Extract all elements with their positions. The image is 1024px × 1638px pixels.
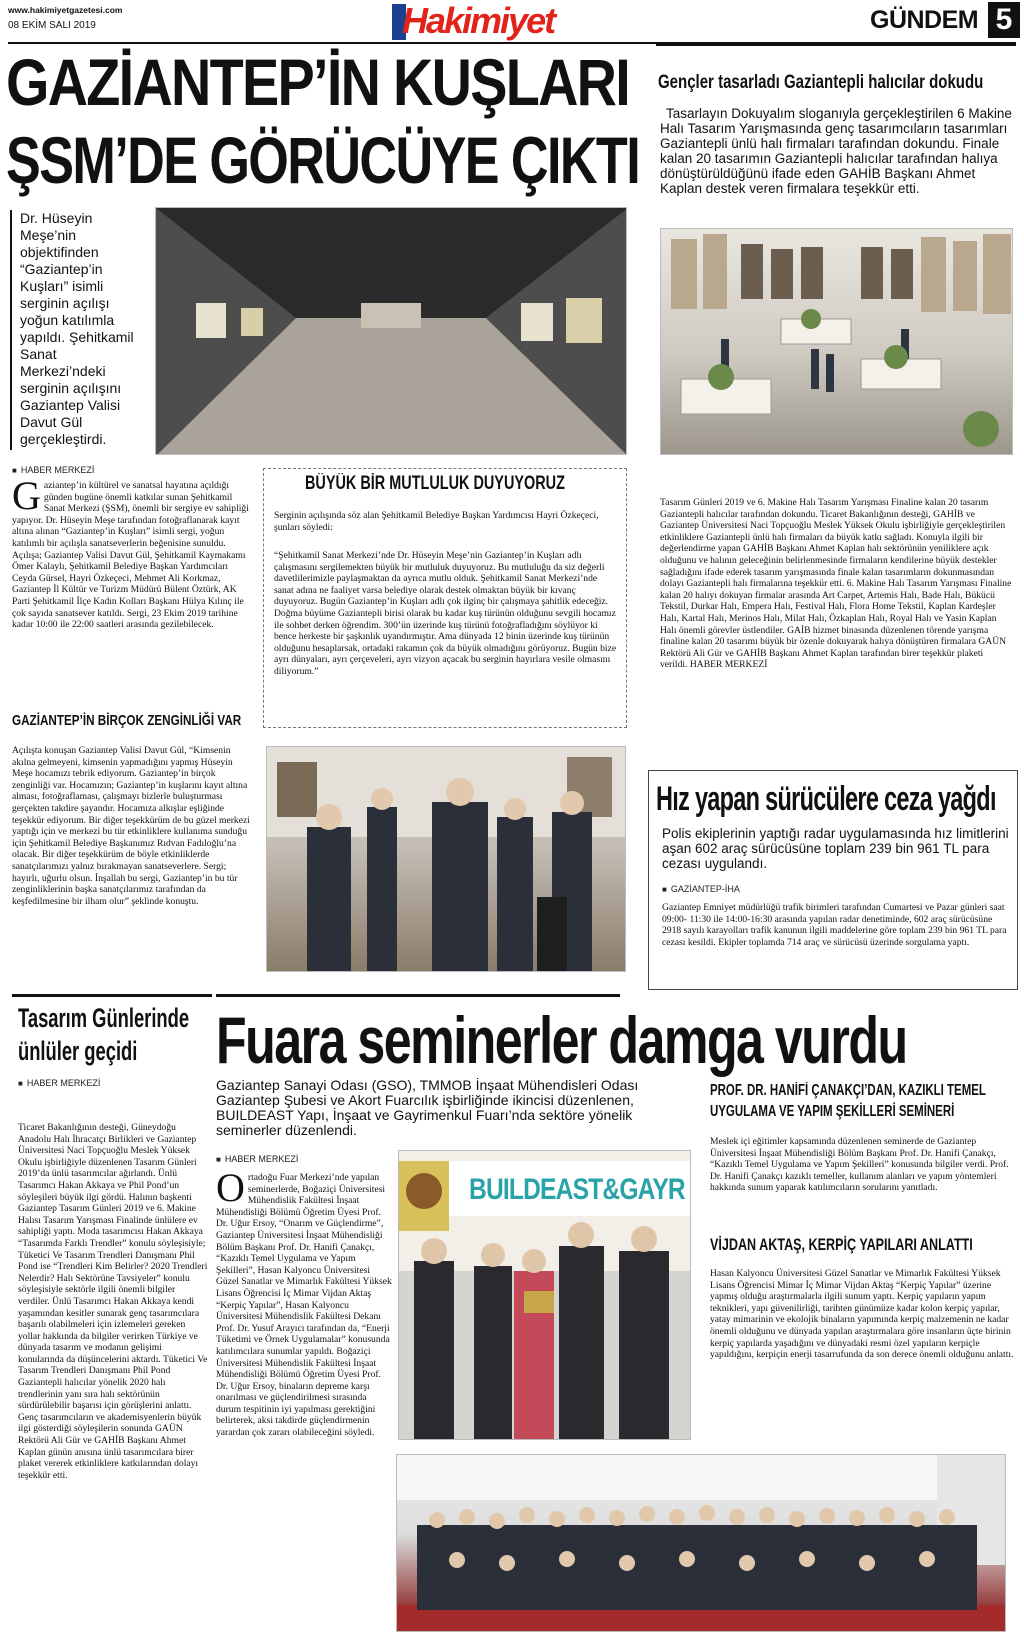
carpet-exhibition-photo bbox=[660, 228, 1013, 455]
issue-date: 08 EKİM SALI 2019 bbox=[8, 20, 96, 31]
carpet-top-rule bbox=[656, 44, 1016, 46]
design-headline-line1: Tasarım Günlerinde bbox=[18, 1003, 190, 1033]
main-body-1 bbox=[12, 480, 250, 702]
fair-headline: Fuara seminerler damga vurdu bbox=[216, 1003, 907, 1077]
speed-headline: Hız yapan sürücülere ceza yağdı bbox=[656, 780, 996, 818]
quote-box-quote: “Şehitkamil Sanat Merkezi’nde Dr. Hüseyin Meşe’nin Gaziantep’in Kuşları adlı çalışmasını sergilemekten büyük bir mutluluk duyuyoruz. Bu mutluluğu da siz değerli davetlilerimizle paylaşmaktan da ayrıca mutlu olduk. Şehitkamil Sanat Merkezi’nde sanat adına ne faaliyet varsa belediye olarak destek olmaktan büyük bir kıvanç duyuyoruz. Bugün Gaziantep’in Kuşları adlı çok ilginç bir çalışmaya şahitlik edeceğiz. Doğma büyüme Gaziantepli birisi olarak bu kadar kuş türünün olduğunu sevgili hocamız ile sohbet derken öğrendim. 300’ün üzerinde kuş türünü fotoğrafladığını söylüyor ki bence herkeste bir şaşkınlık uyandırmıştır. Ama dünyada 12 binin üzerinde kuş türünün olduğunu hesaplarsak, ortadaki rakamın çok da büyük olmadığını görüyoruz. Bugün bize ayrı dünyaları, ayrı çerçeveleri, ayrı vizyon açacak bu serginin hayırlara vesile olmasını diliyorum.” bbox=[274, 550, 617, 677]
fair-byline: ■ HABER MERKEZİ bbox=[216, 1154, 298, 1164]
fair-subhead-2: VİJDAN AKTAŞ, KERPİÇ YAPILARI ANLATTI bbox=[710, 1235, 973, 1254]
carpet-lead: Tasarlayın Dokuyalım sloganıyla gerçekleştirilen 6 Makine Halı Tasarım Yarışmasında genç tasarımcıların tasarımları Gaziantepli ünlü halı firmaları tarafından dokundu. Finale kalan 20 tasarımın Gaziantepli halıcılar tarafından halıya dönüştürüldüğünü ifade eden GAHİB Başkanı Ahmet Kaplan destek veren firmalara teşekkür etti. bbox=[660, 106, 1012, 196]
buildeast-award-photo bbox=[398, 1150, 691, 1440]
main-headline-line1: GAZİANTEP’İN KUŞLARI bbox=[6, 45, 630, 119]
design-body: Ticaret Bakanlığının desteği, Güneydoğu Anadolu Halı İhracatçı Birlikleri ve Gaziantep Üniversitesi Naci Topçuoğlu Meslek Yüksek Okulu işbirliğiyle düzenlenen Tasarım Günleri 2019’da ünlü tasarımcılar ağırlandı. Ünlü Tasarımcı Hakan Akkaya ve Phil Pond’un söyleşileri büyük ilgi gördü. Halının başkenti Gaziantep Tasarım Günleri 2019 ve 6. Makine Halısı Tasarım Yarışması Finalinde ünlülere ev sahipliği yaptı. Moda tasarımcısı Hakan Akkaya “Tasarımda Farklı Trendler” konulu söyleşisiyle; Tüketici Ve Tasarım Trendleri Danışmanı Phil Pond ise “Trendleri Kim Belirler? 2020 Trendleri Nelerdir? Halı Sektörüne Tavsiyeler” konulu söyleşisiyle sektörle ilgili önemli bilgiler verdiler. Ünlü Tasarımcı Hakan Akkaya kendi yaşamından kesitler sunarak genç tasarımcılara başarılı olabilmeleri için izlemeleri gereken yollar hakkında da bilgiler verirken Türkiye ve dünyada tasarım ve modanın gelişimi konularında da düşüncelerini aktardı. Tüketici Ve Tasarım Trendleri Danışmanı Phil Pond Gaziantepli halıcılar yönelik 2020 halı trendlerinin yanı sıra halı sektörünün sürdürülebilir başarısı için görüşlerini anlattı. Genç tasarımcıların ve akademisyenlerin büyük ilgi gösterdiği söyleşilerin sonunda GAÜN Rektörü Ali Gür ve GAHİB Başkanı Ahmet Kaplan günün anısına ünlü tasarımcılara birer plaket vererek etkinliklere katkılarından dolayı teşekkür etti. bbox=[18, 1122, 208, 1481]
dropcap: G bbox=[12, 480, 41, 518]
design-top-rule bbox=[12, 994, 212, 997]
fair-subhead-1: PROF. DR. HANİFİ ÇANAKÇI’DAN, KAZIKLI TEMEL UYGULAMA VE YAPIM ŞEKİLLERİ SEMİNERİ bbox=[710, 1082, 986, 1120]
fair-body-text: rtadoğu Fuar Merkezi’nde yapılan seminerlerde, Boğaziçi Üniversitesi Mühendislik Fakültesi İnşaat Mühendisliği Bölümü Öğretim Üyesi Prof. Dr. Uğur Ersoy, “Onarım ve Güçlendirme”, Gaziantep Üniversitesi İnşaat Mühendisliği Bölüm Başkanı Prof. Dr. Hanifi Çanakçı, “Kazıklı Temel Uygulama ve Yapım Şekilleri”, Hasan Kalyoncu Üniversitesi Güzel Sanatlar ve Mimarlık Fakültesi Yüksek Lisans Öğrencisi İç Mimar Vijdan Aktaş “Kerpiç Yapılar”, Hasan Kalyoncu Üniversitesi Mühendislik Fakültesi Dekanı Prof. Dr. Yusuf Arayıcı tarafından da, “Enerji Tüketimi ve Örnek Uygulamalar” konusunda katılımcılara sunumlar yapıldı. Boğaziçi Üniversitesi Mühendislik Fakültesi İnşaat Mühendisliği Bölümü Öğretim Üyesi Prof. Dr. Uğur Ersoy, binaların depreme karşı onarılması ve güçlendirilmesi sırasında durum tespitinin iyi yapılması gerektiğini belirterek, aksi takdirde güçlendirmenin yarardan çok zararı olabileceğini söyledi. bbox=[216, 1172, 392, 1439]
main-headline-line2: ŞSM’DE GÖRÜCÜYE ÇIKTI bbox=[6, 123, 640, 197]
opening-ceremony-photo bbox=[266, 746, 626, 972]
main-subhead-1: GAZİANTEP’İN BİRÇOK ZENGİNLİĞİ VAR bbox=[12, 712, 242, 729]
design-headline-line2: ünlüler geçidi bbox=[18, 1036, 138, 1066]
speed-lead: Polis ekiplerinin yaptığı radar uygulamasında hız limitlerini aşan 602 araç sürücüsüne toplam 239 bin 961 TL para cezası uygulandı. bbox=[662, 826, 1009, 871]
section-label: GÜNDEM bbox=[870, 6, 979, 34]
quote-box-intro: Serginin açılışında söz alan Şehitkamil Belediye Başkan Yardımcısı Hayri Özkeçeci, şunları söyledi: bbox=[274, 510, 599, 533]
main-body-2: Açılışta konuşan Gaziantep Valisi Davut Gül, “Kimsenin akılna gelmeyeni, kimsenin yapmadığını yapmış Hüseyin Meşe hocamızı tebrik ediyorum. Gaziantep’in birçok zenginliği var. Hocamızın; Gaziantep’in kuşlarını kayıt altına alması, fotoğraflaması, çalışmayı bizlerle buluşturması gerçekten takdire şayandır. Hocamıza alkışlar eşliğinde teşekkür ediyorum. Bir diğer teşekkürüm de bu güzel merkezi yaptığı için ve merkezi bu tür etkinliklere kullanıma sunduğu için Şehitkamil Belediye Başkanımız Rıdvan Fadıloğlu’na olacak. Bir diğer teşekkürüm de böyle etkinliklerde sanatçılarımızı yalnız bırakmayan sanatseverlere. Sergi; hayırlı, uğurlu olsun. İnşallah bu sergi, Gaziantep’in bu tür zenginliklerinin başka sanatçılarımız tarafından da keşfedilmesine bir ilham olur” şeklinde konuştu. bbox=[12, 745, 250, 907]
quote-box-title: BÜYÜK BİR MUTLULUK DUYUYORUZ bbox=[305, 473, 565, 494]
design-byline: ■ HABER MERKEZİ bbox=[18, 1078, 100, 1088]
gallery-photo bbox=[155, 207, 627, 455]
carpet-headline: Gençler tasarladı Gaziantepli halıcılar dokudu bbox=[658, 72, 984, 93]
carpet-body: Tasarım Günleri 2019 ve 6. Makine Halı Tasarım Yarışması Finaline kalan 20 tasarım Gaziantepli halıcılar tarafından dokundu. Ticaret Bakanlığının desteği, GAHİB ve Gaziantep Üniversitesi Naci Topçuoğlu Meslek Yüksek Okulu işbirliğiyle gerçekleştirilen etkinliklere Gaziantepli ünlü halı firmaları da büyük katkı sağladı. Konuyla ilgili bir değerlendirme yapan GAHİB Başkanı Ahmet Kaplan halı sektörünün yeniliklere açık olduğunu ve halının geleceğinin belirlenmesinde firmaların kendilerine büyük destekler sağladığını ifade ederek tasarım yarışmasında finale kalan tasarımların dokunmasından dolayı Gaziantepli halı firmalarına teşekkür etti. 6. Makine Halı Tasarım Yarışması Finaline kalan 20 halıyı dokuyan firmalar arasında Art Carpet, Artemis Halı, Bade Halı, Bükücü Tekstil, Durkar Halı, Empera Halı, Festival Halı, Flora Home Tekstil, Kaplan Kardeşler Halı, Kartal Halı, Merinos Halı, Milat Halı, Özkaplan Halı, Royal Halı ve Yasin Kaplan Halı önemli görevler üstlendiler. GAİB hizmet binasında düzenlenen törende yarışma finaline kalan 20 tasarımı büyük bir özenle dokuyarak halıya dönüştüren firmalara GAÜN Rektörü Ali Gür ve GAHİB Başkanı Ahmet Kaplan tarafından birer teşekkür plaketi verildi. HABER MERKEZİ bbox=[660, 497, 1012, 671]
buildeast-banner-text: BUILDEAST&GAYR bbox=[469, 1173, 685, 1206]
speed-body: Gaziantep Emniyet müdürlüğü trafik birimleri tarafından Cumartesi ve Pazar günleri saat 09:00- 11:30 ile 14:00-16:30 arasında yapılan radar denetiminde, 602 araç sürücüsüne 2918 sayılı karayolları trafik kanunun ilgili maddelerine göre toplam 239 bin 961 TL para cezası kesildi. Ekipler toplamda 714 araç ve sürücüsü üzerinde sorgulama yaptı. bbox=[662, 902, 1007, 948]
fair-dropcap: O bbox=[216, 1172, 245, 1210]
main-lead: Dr. Hüseyin Meşe’nin objektifinden “Gaziantep’in Kuşları” isimli serginin açılışı yoğun katılımla yapıldı. Şehitkamil Sanat Merkezi’ndeki serginin açılışını Gaziantep Valisi Davut Gül gerçekleştirdi. bbox=[20, 210, 134, 447]
fair-body-3: Hasan Kalyoncu Üniversitesi Güzel Sanatlar ve Mimarlık Fakültesi Yüksek Lisans Öğrencisi Mimar İç Mimar Vijdan Aktaş “Kerpiç Yapılar” üzerine yapmış olduğu araştırmalarla ilgili sunum yaptı. Kerpiç yapıların yapım teknikleri, yapı güvenilirliği, tarihten günümüze kadar kolon kerpiç yapılar, yatay mimarinin ve ekolojik binaların yapımında kerpiç malzemenin ne kadar önemli olduğunu ve dünyada yapılan araştırmalara göre insanların üçte birinin kerpiç yapılarda yaşadığını ve dünyadaki resmi özel yapıların kerpiçle yapıldığını, kerpiçin enerji tasarrufunda da son derece önemli olduğunu anlattı. bbox=[710, 1268, 1014, 1361]
website-url[interactable]: www.hakimiyetgazetesi.com bbox=[8, 5, 123, 15]
fair-lead: Gaziantep Sanayi Odası (GSO), TMMOB İnşaat Mühendisleri Odası Gaziantep Şubesi ve Akort Fuarcılık işbirliğinde ikincisi düzenlenen, BUILDEAST Yapı, İnşaat ve Gayrimenkul Fuarı’nda sektöre yönelik seminerler düzenlendi. bbox=[216, 1078, 639, 1138]
fair-body bbox=[216, 1172, 392, 1620]
lead-bar bbox=[10, 210, 12, 450]
page-number: 5 bbox=[988, 2, 1020, 38]
fair-body-2: Meslek içi eğitimler kapsamında düzenlenen seminerde de Gaziantep Üniversitesi İnşaat Mühendisliği Bölüm Başkanı Prof. Dr. Hanifi Çanakçı, “Kazıklı Temel Uygulama ve Yapım Şekilleri” konusunda bilgiler verdi. Prof. Dr. Hanifi Çanakçı kazıklı temeller, kullanım alanları ve yapım yöntemleri hakkında sunum yaparak katılımcıların sorularını yanıtladı. bbox=[710, 1136, 1009, 1194]
newspaper-logo bbox=[392, 2, 587, 42]
logo-text: Hakimiyet bbox=[402, 0, 555, 41]
main-body-1-text: aziantep’in kültürel ve sanatsal hayatına açıldığı günden bugüne önemli katkılar sunan Şehitkamil Sanat Merkezi (ŞSM), önemli bir sergiye ev sahipliği yapıyor. Dr. Hüseyin Meşe tarafından fotoğraflanarak kayıt altına alınan “Gaziantep’in Kuşları” isimli sergi, yoğun katılımlı bir açılışla sanatseverlerin beğenisine sunuldu. Açılışa; Gaziantep Valisi Davut Gül, Şehitkamil Kaymakamı Ömer Kalaylı, Şehitkamil Belediye Başkan Yardımcıları Ceyda Gürsel, Hayri Özkeçeci, Mehmet Ali Korkmaz, Gaziantep İl Kültür ve Turizm Müdürü Bülent Öztürk, AK Parti Şehitkamil İlçe Kadın Kolları Başkanı Hülya Kılınç ile çok sayıda sanatsever katıldı. Sergi, 23 Ekim 2019 tarihine kadar 10:00 ile 22:00 saatleri arasında gezilebilecek. bbox=[12, 480, 249, 631]
fair-top-rule bbox=[216, 994, 620, 997]
main-byline: ■ HABER MERKEZİ bbox=[12, 465, 94, 475]
seminar-group-photo bbox=[396, 1454, 1006, 1632]
speed-byline: ■ GAZİANTEP-İHA bbox=[662, 884, 740, 894]
